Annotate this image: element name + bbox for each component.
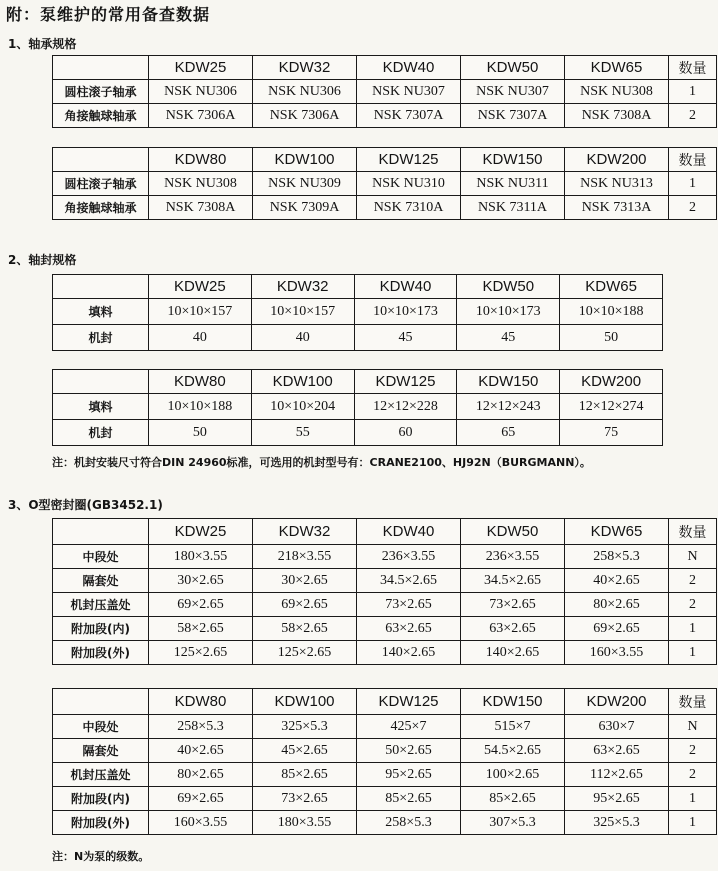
table-cell: 75: [560, 420, 663, 446]
table-header-row: [53, 370, 663, 394]
table-cell: 65: [457, 420, 560, 446]
model-header: KDW200: [565, 689, 669, 715]
table-cell: 40×2.65: [565, 569, 669, 593]
bearing-table-2: [52, 147, 717, 220]
table-row: [53, 172, 717, 196]
table-header-row: [53, 56, 717, 80]
table-corner-cell: [53, 275, 149, 299]
table-row: [53, 593, 717, 617]
row-label: 附加段(外): [53, 811, 149, 835]
quantity-header: 数量: [669, 689, 717, 715]
quantity-cell: 2: [669, 104, 717, 128]
table-row: [53, 715, 717, 739]
table-cell: NSK NU308: [565, 80, 669, 104]
model-header: KDW125: [357, 148, 461, 172]
table-cell: 30×2.65: [149, 569, 253, 593]
table-cell: 50: [149, 420, 252, 446]
table-cell: NSK NU306: [149, 80, 253, 104]
table-cell: 50×2.65: [357, 739, 461, 763]
quantity-cell: 1: [669, 172, 717, 196]
table-cell: 40: [149, 325, 252, 351]
table-cell: 125×2.65: [149, 641, 253, 665]
table-row: [53, 641, 717, 665]
table-cell: NSK NU308: [149, 172, 253, 196]
table-cell: 100×2.65: [461, 763, 565, 787]
table-cell: 63×2.65: [461, 617, 565, 641]
table-row: [53, 617, 717, 641]
table-cell: 325×5.3: [565, 811, 669, 835]
oring-table-1: [52, 518, 717, 665]
table-cell: 10×10×188: [560, 299, 663, 325]
table-cell: 258×5.3: [149, 715, 253, 739]
table-cell: 10×10×173: [354, 299, 457, 325]
table-corner-cell: [53, 370, 149, 394]
table-cell: 45×2.65: [253, 739, 357, 763]
table-cell: 73×2.65: [357, 593, 461, 617]
model-header: KDW100: [251, 370, 354, 394]
model-header: KDW40: [354, 275, 457, 299]
table-row: [53, 763, 717, 787]
table-cell: 45: [354, 325, 457, 351]
table-cell: 69×2.65: [149, 593, 253, 617]
model-header: KDW40: [357, 56, 461, 80]
page-title: 附：泵维护的常用备查数据: [6, 5, 211, 24]
table-cell: NSK 7306A: [149, 104, 253, 128]
table-cell: 10×10×173: [457, 299, 560, 325]
quantity-header: 数量: [669, 519, 717, 545]
model-header: KDW40: [357, 519, 461, 545]
table-cell: NSK 7308A: [565, 104, 669, 128]
seal-note: 注：机封安装尺寸符合DIN 24960标准，可选用的机封型号有：CRANE2100、HJ92N（BURGMANN）。: [52, 456, 591, 469]
row-label: 圆柱滚子轴承: [53, 172, 149, 196]
quantity-cell: 1: [669, 811, 717, 835]
table-row: [53, 394, 663, 420]
table-cell: 10×10×157: [251, 299, 354, 325]
model-header: KDW32: [253, 56, 357, 80]
row-label: 中段处: [53, 715, 149, 739]
table-cell: 55: [251, 420, 354, 446]
table-cell: 12×12×274: [560, 394, 663, 420]
table-cell: NSK NU311: [461, 172, 565, 196]
table-cell: 258×5.3: [565, 545, 669, 569]
table-cell: 50: [560, 325, 663, 351]
table-cell: NSK NU306: [253, 80, 357, 104]
table-cell: 85×2.65: [357, 787, 461, 811]
table-row: [53, 196, 717, 220]
table-cell: 85×2.65: [461, 787, 565, 811]
model-header: KDW125: [354, 370, 457, 394]
table-cell: 73×2.65: [461, 593, 565, 617]
section-heading-bearing: 1、轴承规格: [8, 37, 77, 51]
model-header: KDW80: [149, 370, 252, 394]
table-cell: 112×2.65: [565, 763, 669, 787]
model-header: KDW150: [461, 689, 565, 715]
table-cell: 140×2.65: [461, 641, 565, 665]
model-header: KDW125: [357, 689, 461, 715]
table-cell: 125×2.65: [253, 641, 357, 665]
quantity-cell: 2: [669, 593, 717, 617]
table-cell: 10×10×157: [149, 299, 252, 325]
table-cell: NSK 7307A: [357, 104, 461, 128]
table-cell: 30×2.65: [253, 569, 357, 593]
table-cell: 63×2.65: [357, 617, 461, 641]
model-header: KDW80: [149, 689, 253, 715]
table-cell: 218×3.55: [253, 545, 357, 569]
row-label: 附加段(外): [53, 641, 149, 665]
table-cell: 80×2.65: [149, 763, 253, 787]
table-corner-cell: [53, 689, 149, 715]
model-header: KDW25: [149, 56, 253, 80]
quantity-cell: 1: [669, 787, 717, 811]
table-cell: 45: [457, 325, 560, 351]
row-label: 附加段(内): [53, 787, 149, 811]
table-cell: 69×2.65: [149, 787, 253, 811]
model-header: KDW25: [149, 519, 253, 545]
table-cell: NSK NU307: [357, 80, 461, 104]
table-cell: 140×2.65: [357, 641, 461, 665]
table-row: [53, 299, 663, 325]
model-header: KDW100: [253, 148, 357, 172]
quantity-cell: N: [669, 715, 717, 739]
table-cell: 236×3.55: [357, 545, 461, 569]
model-header: KDW65: [565, 519, 669, 545]
table-header-row: [53, 519, 717, 545]
model-header: KDW80: [149, 148, 253, 172]
quantity-header: 数量: [669, 56, 717, 80]
row-label: 填料: [53, 394, 149, 420]
model-header: KDW50: [461, 56, 565, 80]
table-cell: NSK 7311A: [461, 196, 565, 220]
table-header-row: [53, 689, 717, 715]
row-label: 机封压盖处: [53, 763, 149, 787]
quantity-cell: 2: [669, 739, 717, 763]
model-header: KDW32: [251, 275, 354, 299]
section-heading-seal: 2、轴封规格: [8, 253, 77, 267]
table-cell: 60: [354, 420, 457, 446]
table-row: [53, 787, 717, 811]
model-header: KDW200: [565, 148, 669, 172]
table-cell: 307×5.3: [461, 811, 565, 835]
table-cell: 95×2.65: [357, 763, 461, 787]
table-cell: NSK NU313: [565, 172, 669, 196]
table-cell: 12×12×228: [354, 394, 457, 420]
table-cell: 54.5×2.65: [461, 739, 565, 763]
row-label: 隔套处: [53, 569, 149, 593]
table-cell: 34.5×2.65: [357, 569, 461, 593]
table-cell: 515×7: [461, 715, 565, 739]
model-header: KDW65: [565, 56, 669, 80]
table-cell: NSK 7309A: [253, 196, 357, 220]
model-header: KDW200: [560, 370, 663, 394]
table-row: [53, 811, 717, 835]
table-cell: 80×2.65: [565, 593, 669, 617]
table-cell: NSK NU309: [253, 172, 357, 196]
table-cell: 180×3.55: [149, 545, 253, 569]
table-row: [53, 569, 717, 593]
row-label: 附加段(内): [53, 617, 149, 641]
table-cell: 69×2.65: [565, 617, 669, 641]
table-corner-cell: [53, 148, 149, 172]
table-row: [53, 420, 663, 446]
quantity-cell: 1: [669, 641, 717, 665]
row-label: 隔套处: [53, 739, 149, 763]
row-label: 机封: [53, 420, 149, 446]
quantity-cell: 1: [669, 617, 717, 641]
oring-note: 注：N为泵的级数。: [52, 850, 150, 863]
model-header: KDW50: [461, 519, 565, 545]
table-cell: 40: [251, 325, 354, 351]
model-header: KDW65: [560, 275, 663, 299]
table-cell: 73×2.65: [253, 787, 357, 811]
row-label: 填料: [53, 299, 149, 325]
quantity-header: 数量: [669, 148, 717, 172]
table-cell: 69×2.65: [253, 593, 357, 617]
table-cell: 58×2.65: [149, 617, 253, 641]
table-cell: 160×3.55: [565, 641, 669, 665]
table-cell: 258×5.3: [357, 811, 461, 835]
row-label: 中段处: [53, 545, 149, 569]
model-header: KDW100: [253, 689, 357, 715]
table-row: [53, 325, 663, 351]
seal-table-1: [52, 274, 663, 351]
table-row: [53, 80, 717, 104]
table-header-row: [53, 275, 663, 299]
table-cell: NSK 7308A: [149, 196, 253, 220]
table-cell: NSK NU307: [461, 80, 565, 104]
table-cell: 40×2.65: [149, 739, 253, 763]
seal-table-2: [52, 369, 663, 446]
table-header-row: [53, 148, 717, 172]
quantity-cell: N: [669, 545, 717, 569]
table-corner-cell: [53, 519, 149, 545]
model-header: KDW150: [457, 370, 560, 394]
table-cell: 10×10×204: [251, 394, 354, 420]
row-label: 角接触球轴承: [53, 196, 149, 220]
table-cell: NSK 7313A: [565, 196, 669, 220]
row-label: 角接触球轴承: [53, 104, 149, 128]
table-cell: 63×2.65: [565, 739, 669, 763]
model-header: KDW50: [457, 275, 560, 299]
table-cell: 425×7: [357, 715, 461, 739]
table-cell: 236×3.55: [461, 545, 565, 569]
quantity-cell: 1: [669, 80, 717, 104]
table-cell: 95×2.65: [565, 787, 669, 811]
bearing-table-1: [52, 55, 717, 128]
quantity-cell: 2: [669, 569, 717, 593]
table-cell: NSK 7307A: [461, 104, 565, 128]
row-label: 机封压盖处: [53, 593, 149, 617]
table-cell: NSK 7306A: [253, 104, 357, 128]
quantity-cell: 2: [669, 196, 717, 220]
table-row: [53, 104, 717, 128]
table-cell: 58×2.65: [253, 617, 357, 641]
table-cell: NSK 7310A: [357, 196, 461, 220]
row-label: 圆柱滚子轴承: [53, 80, 149, 104]
table-cell: 10×10×188: [149, 394, 252, 420]
table-row: [53, 739, 717, 763]
model-header: KDW150: [461, 148, 565, 172]
table-cell: 325×5.3: [253, 715, 357, 739]
table-cell: 160×3.55: [149, 811, 253, 835]
table-corner-cell: [53, 56, 149, 80]
table-row: [53, 545, 717, 569]
table-cell: 85×2.65: [253, 763, 357, 787]
table-cell: NSK NU310: [357, 172, 461, 196]
table-cell: 34.5×2.65: [461, 569, 565, 593]
table-cell: 630×7: [565, 715, 669, 739]
table-cell: 12×12×243: [457, 394, 560, 420]
row-label: 机封: [53, 325, 149, 351]
model-header: KDW25: [149, 275, 252, 299]
section-heading-oring: 3、O型密封圈(GB3452.1): [8, 498, 163, 512]
oring-table-2: [52, 688, 717, 835]
model-header: KDW32: [253, 519, 357, 545]
quantity-cell: 2: [669, 763, 717, 787]
table-cell: 180×3.55: [253, 811, 357, 835]
